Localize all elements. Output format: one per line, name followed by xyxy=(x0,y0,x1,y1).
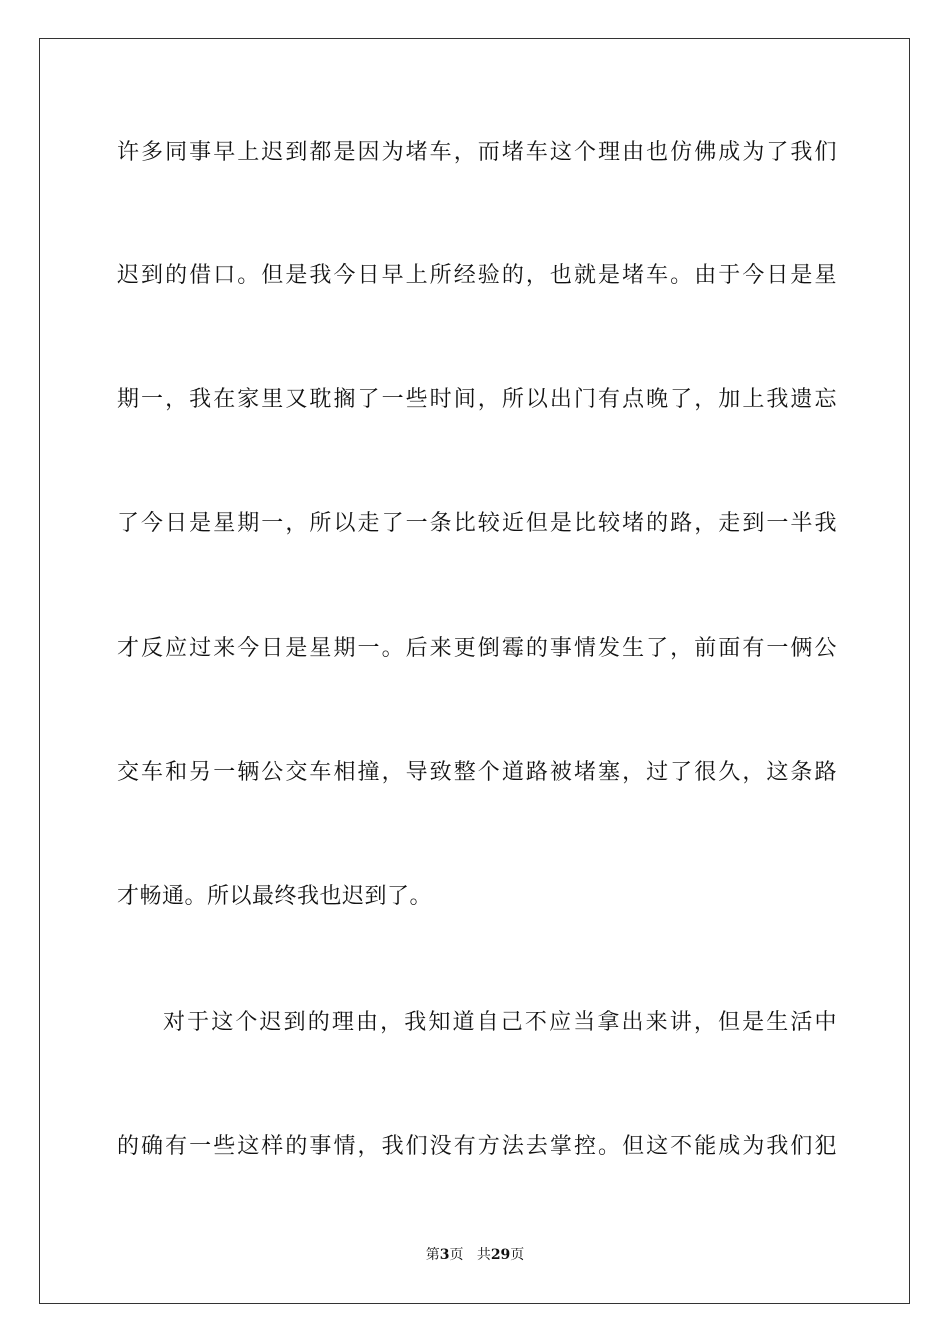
paragraph-line-1: 许多同事早上迟到都是因为堵车，而堵车这个理由也仿佛成为了我们 xyxy=(117,140,837,165)
paragraph-line-6: 交车和另一辆公交车相撞，导致整个道路被堵塞，过了很久，这条路 xyxy=(117,760,837,785)
footer-page-number: 3 xyxy=(439,1247,450,1263)
paragraph-line-5: 才反应过来今日是星期一。后来更倒霉的事情发生了，前面有一俩公 xyxy=(117,636,837,661)
paragraph-line-2: 迟到的借口。但是我今日早上所经验的，也就是堵车。由于今日是星 xyxy=(117,263,837,288)
paragraph-line-7: 才畅通。所以最终我也迟到了。 xyxy=(117,884,433,909)
footer-page-suffix: 页 xyxy=(449,1247,464,1263)
footer-page-prefix: 第 xyxy=(425,1247,440,1263)
paragraph-line-8: 对于这个迟到的理由，我知道自己不应当拿出来讲，但是生活中 xyxy=(163,1010,837,1035)
footer-total-prefix: 共 xyxy=(476,1247,491,1263)
footer-total-suffix: 页 xyxy=(510,1247,525,1263)
footer-total-pages: 29 xyxy=(490,1247,511,1263)
paragraph-line-4: 了今日是星期一，所以走了一条比较近但是比较堵的路，走到一半我 xyxy=(117,511,837,536)
paragraph-line-3: 期一，我在家里又耽搁了一些时间，所以出门有点晚了，加上我遗忘 xyxy=(117,387,837,412)
page-footer xyxy=(0,1246,950,1264)
page-border xyxy=(39,38,910,1304)
paragraph-line-9: 的确有一些这样的事情，我们没有方法去掌控。但这不能成为我们犯 xyxy=(117,1134,837,1159)
